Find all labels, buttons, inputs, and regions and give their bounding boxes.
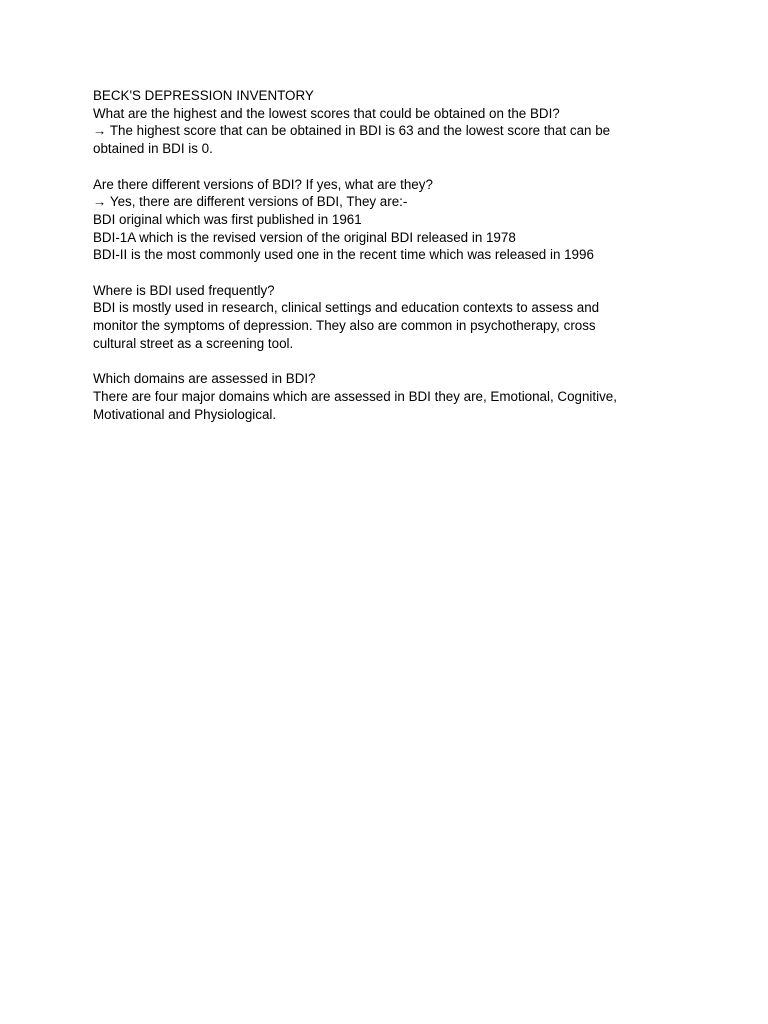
answer-scores-line-1: → The highest score that can be obtained in BDI is 63 and the lowest score that can be <box>93 123 611 139</box>
answer-domains-line-2: Motivational and Physiological. <box>93 406 277 422</box>
question-versions: Are there different versions of BDI? If yes, what are they? <box>93 176 433 192</box>
version-bdi-ii: BDI-II is the most commonly used one in the recent time which was released in 1996 <box>93 247 594 263</box>
question-usage: Where is BDI used frequently? <box>93 282 275 298</box>
answer-usage-line-2: monitor the symptoms of depression. They also are common in psychotherapy, cross <box>93 318 596 334</box>
paragraph-spacer <box>93 353 693 371</box>
version-bdi-original: BDI original which was first published in 1961 <box>93 211 362 227</box>
paragraph-spacer <box>93 264 693 282</box>
answer-usage-line-1: BDI is mostly used in research, clinical settings and education contexts to assess and <box>93 300 600 316</box>
question-scores: What are the highest and the lowest scores that could be obtained on the BDI? <box>93 105 560 121</box>
answer-scores-line-2: obtained in BDI is 0. <box>93 141 213 157</box>
document-title: BECK'S DEPRESSION INVENTORY <box>93 88 314 103</box>
answer-domains-line-1: There are four major domains which are assessed in BDI they are, Emotional, Cognitive, <box>93 388 617 404</box>
paragraph-spacer <box>93 158 693 176</box>
version-bdi-1a: BDI-1A which is the revised version of the original BDI released in 1978 <box>93 229 516 245</box>
document-body <box>93 87 693 423</box>
question-domains: Which domains are assessed in BDI? <box>93 371 316 387</box>
answer-usage-line-3: cultural street as a screening tool. <box>93 335 294 351</box>
answer-versions-intro: → Yes, there are different versions of BDI, They are:- <box>93 194 408 210</box>
